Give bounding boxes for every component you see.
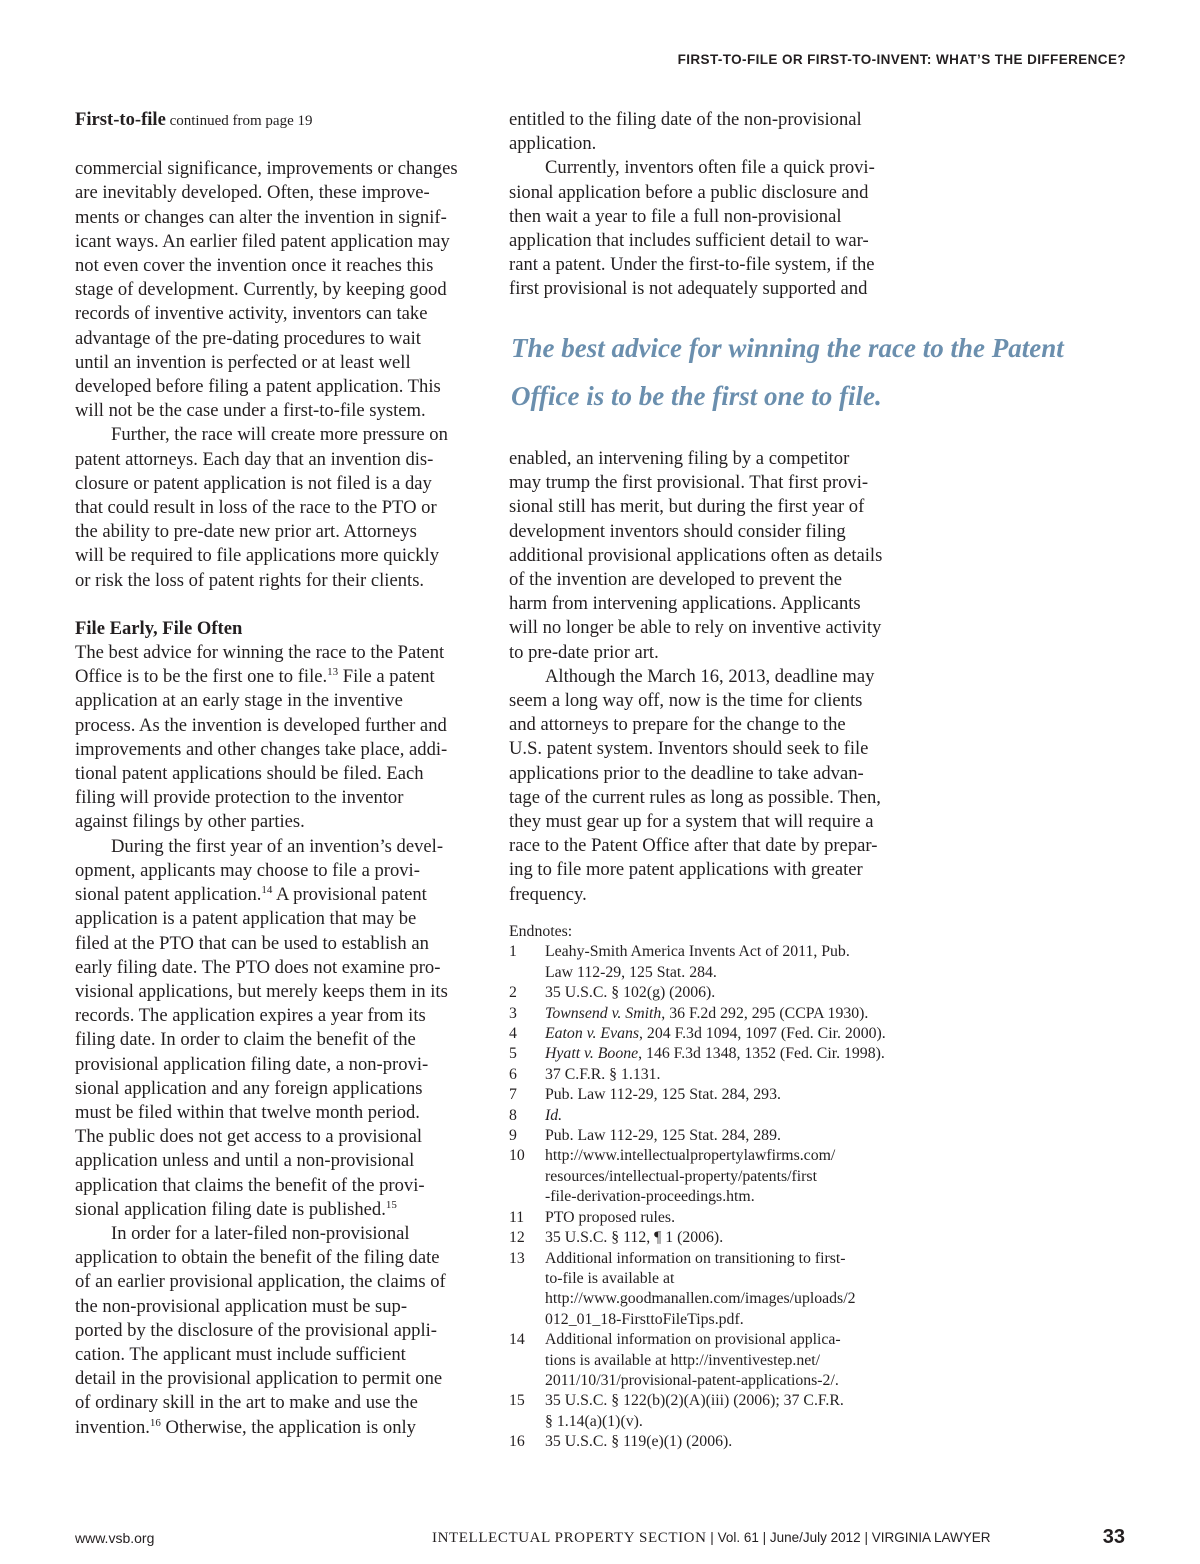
- endnote-item: [509, 1249, 929, 1331]
- endnote-text: Id.: [545, 1106, 563, 1124]
- footnote-ref: 13: [327, 666, 339, 679]
- endnote-text: 37 C.F.R. § 1.131.: [545, 1065, 661, 1083]
- text-line: enabled, an intervening filing by a competitor: [509, 448, 850, 469]
- text-line: icant ways. An earlier filed patent application may: [75, 230, 450, 252]
- endnote-item: [509, 983, 929, 1003]
- text-line: U.S. patent system. Inventors should seek to file: [509, 738, 869, 760]
- text-line: the non-provisional application must be sup-: [75, 1295, 408, 1317]
- pull-quote: [511, 324, 1131, 420]
- endnote-number: 15: [509, 1392, 525, 1410]
- text-line: Office is to be the first one to file.$^{13}$ File a patent: [75, 666, 435, 688]
- paragraph: [75, 423, 473, 592]
- paragraph: [75, 689, 473, 834]
- text-line: Further, the race will create more pressure on: [111, 424, 448, 446]
- text-line: of ordinary skill in the art to make and use the: [75, 1392, 418, 1414]
- text-line: The best advice for winning the race to the Patent: [75, 642, 445, 664]
- endnote-text: 35 U.S.C. § 122(b)(2)(A)(iii) (2006); 37 C.F.R. § 1.14(a)(1)(v).: [545, 1392, 844, 1430]
- endnote-number: 5: [509, 1045, 517, 1063]
- text-line: will be required to file applications more quickly: [75, 545, 440, 567]
- endnote-text: 35 U.S.C. § 119(e)(1) (2006).: [545, 1433, 733, 1451]
- text-line: then wait a year to file a full non-provisional: [509, 205, 842, 227]
- endnote-number: 11: [509, 1208, 525, 1226]
- text-line: of the invention are developed to prevent the: [509, 569, 843, 591]
- text-line: developed before filing a patent application. This: [75, 376, 441, 398]
- footnote-ref: 14: [261, 883, 273, 896]
- endnote-item: [509, 1044, 929, 1064]
- text-line: The best advice for winning the race to the Patent: [511, 333, 1064, 363]
- footer-publication: INTELLECTUAL PROPERTY SECTION | Vol. 61 | June/July 2012 | VIRGINIA LAWYER: [432, 1530, 991, 1546]
- text-line: they must gear up for a system that will require a: [509, 811, 874, 833]
- text-line: race to the Patent Office after that date by prepar-: [509, 835, 878, 857]
- text-line: sional application before a public disclosure and: [509, 181, 869, 203]
- endnote-text: Hyatt v. Boone, 146 F.3d 1348, 1352 (Fed. Cir. 1998).: [545, 1045, 885, 1063]
- text-line: detail in the provisional application to permit one: [75, 1368, 443, 1390]
- text-line: process. As the invention is developed further and: [75, 714, 447, 736]
- text-line: records. The application expires a year from its: [75, 1005, 426, 1027]
- text-line: filing will provide protection to the inventor: [75, 787, 404, 809]
- footer-volume: Vol. 61: [717, 1530, 759, 1545]
- text-line: application.: [509, 133, 597, 155]
- endnote-number: 3: [509, 1004, 517, 1022]
- text-line: entitled to the filing date of the non-provisional: [509, 109, 862, 130]
- text-line: ing to file more patent applications with greater: [509, 859, 863, 881]
- text-line: In order for a later-filed non-provisional: [111, 1222, 410, 1244]
- endnote-number: 2: [509, 984, 517, 1002]
- text-line: applications prior to the deadline to take advan-: [509, 762, 864, 784]
- endnote-text: Additional information on transitioning to first- to-file is available at http://www.goodmanallen.com/images/uploads/2 012_01_18-FirsttoFileTips.pdf.: [545, 1249, 856, 1328]
- endnotes-heading: Endnotes:: [509, 923, 573, 940]
- text-line: commercial significance, improvements or changes: [75, 158, 458, 180]
- footer-date: June/July 2012: [769, 1530, 861, 1545]
- endnote-item: [509, 1106, 929, 1126]
- section-subhead: File Early, File Often: [75, 617, 243, 639]
- footnote-ref: 15: [385, 1198, 397, 1211]
- text-line: will not be the case under a first-to-file system.: [75, 400, 426, 422]
- text-line: against filings by other parties.: [75, 811, 305, 833]
- endnotes: [509, 922, 929, 1453]
- endnote-text: Eaton v. Evans, 204 F.3d 1094, 1097 (Fed. Cir. 2000).: [545, 1025, 886, 1043]
- endnote-number: 13: [509, 1249, 525, 1267]
- endnote-number: 12: [509, 1229, 525, 1247]
- endnote-text: Leahy-Smith America Invents Act of 2011, Pub. Law 112-29, 125 Stat. 284.: [545, 943, 850, 981]
- endnote-text: Pub. Law 112-29, 125 Stat. 284, 293.: [545, 1086, 781, 1104]
- running-head: FIRST-TO-FILE OR FIRST-TO-INVENT: WHAT’S THE DIFFERENCE?: [677, 52, 1126, 67]
- endnote-item: [509, 1330, 929, 1391]
- endnote-text: 35 U.S.C. § 102(g) (2006).: [545, 984, 716, 1002]
- text-line: Office is to be the first one to file.: [511, 381, 882, 411]
- text-line: advantage of the pre-dating procedures to wait: [75, 327, 421, 349]
- paragraph: [509, 156, 909, 301]
- paragraph: [75, 1222, 473, 1416]
- text-line: application to obtain the benefit of the filing date: [75, 1247, 440, 1269]
- page-footer: [0, 1526, 1200, 1554]
- text-line: will no longer be able to rely on inventive activity: [509, 617, 882, 639]
- endnote-item: [509, 1391, 929, 1432]
- text-line: rant a patent. Under the first-to-file system, if the: [509, 254, 875, 276]
- endnote-number: 16: [509, 1433, 525, 1451]
- text-line: filed at the PTO that can be used to establish an: [75, 932, 429, 954]
- text-line: must be filed within that twelve month period.: [75, 1101, 420, 1123]
- endnote-item: [509, 942, 929, 983]
- footer-magazine: VIRGINIA LAWYER: [871, 1530, 991, 1545]
- text-line: that could result in loss of the race to the PTO or: [75, 497, 437, 519]
- endnote-number: 1: [509, 943, 517, 961]
- text-line: records of inventive activity, inventors can take: [75, 303, 428, 325]
- text-line: harm from intervening applications. Applicants: [509, 593, 861, 615]
- text-line: cation. The applicant must include sufficient: [75, 1343, 406, 1365]
- text-line: application that includes sufficient detail to war-: [509, 230, 869, 252]
- text-line: sional patent application.$^{14}$ A provisional patent: [75, 883, 427, 906]
- text-line: During the first year of an invention’s devel-: [111, 835, 444, 857]
- endnote-item: [509, 1432, 929, 1452]
- text-line: seem a long way off, now is the time for clients: [509, 690, 863, 712]
- text-line: to pre-date prior art.: [509, 641, 659, 663]
- endnote-item: [509, 1208, 929, 1228]
- text-line: sional application filing date is published.$^{15}$: [75, 1198, 397, 1220]
- text-line: or risk the loss of patent rights for their clients.: [75, 569, 425, 591]
- text-line: provisional application filing date, a non-provi-: [75, 1053, 429, 1075]
- text-line: opment, applicants may choose to file a provi-: [75, 859, 420, 881]
- text-line: Although the March 16, 2013, deadline may: [545, 665, 875, 687]
- endnote-item: [509, 1085, 929, 1105]
- endnote-text: Pub. Law 112-29, 125 Stat. 284, 289.: [545, 1127, 781, 1145]
- endnote-number: 8: [509, 1106, 517, 1124]
- endnote-list: [509, 942, 929, 1452]
- endnote-item: [509, 1146, 929, 1207]
- text-line: additional provisional applications often as details: [509, 544, 883, 566]
- text-line: application that claims the benefit of the provi-: [75, 1174, 425, 1196]
- footer-section: INTELLECTUAL PROPERTY SECTION: [432, 1530, 707, 1546]
- page-number: 33: [1102, 1526, 1125, 1548]
- endnote-text: Townsend v. Smith, 36 F.2d 292, 295 (CCPA 1930).: [545, 1004, 869, 1022]
- endnote-text: Additional information on provisional applica- tions is available at http://inventivestep.net/ 2011/10/31/provisional-patent-applications-2/.: [545, 1331, 841, 1389]
- text-line: the ability to pre-date new prior art. Attorneys: [75, 521, 417, 543]
- text-line: ments or changes can alter the invention in signif-: [75, 206, 447, 228]
- text-line: invention.$^{16}$ Otherwise, the application is only: [75, 1416, 416, 1438]
- continued-note: [75, 108, 473, 133]
- text-line: ported by the disclosure of the provisional appli-: [75, 1319, 437, 1341]
- text-line: stage of development. Currently, by keeping good: [75, 279, 447, 301]
- endnote-number: 6: [509, 1065, 517, 1083]
- text-line: frequency.: [509, 883, 587, 905]
- text-line: Currently, inventors often file a quick provi-: [545, 157, 875, 179]
- text-line: early filing date. The PTO does not examine pro-: [75, 956, 441, 978]
- text-line: until an invention is perfected or at least well: [75, 351, 411, 373]
- endnote-number: 4: [509, 1025, 517, 1043]
- text-line: sional still has merit, but during the first year of: [509, 496, 865, 518]
- text-line: tage of the current rules as long as possible. Then,: [509, 786, 881, 808]
- endnote-number: 14: [509, 1331, 525, 1349]
- text-line: are inevitably developed. Often, these improve-: [75, 182, 430, 204]
- endnote-text: 35 U.S.C. § 112, ¶ 1 (2006).: [545, 1229, 724, 1247]
- text-line: may trump the first provisional. That first provi-: [509, 472, 869, 494]
- endnote-number: 10: [509, 1147, 525, 1165]
- text-line: first provisional is not adequately supported and: [509, 278, 868, 300]
- right-column-top: [509, 108, 909, 302]
- paragraph: [509, 108, 909, 156]
- endnote-number: 7: [509, 1086, 517, 1104]
- endnote-item: [509, 1228, 929, 1248]
- text-line: sional application and any foreign applications: [75, 1077, 423, 1099]
- text-line: development inventors should consider filing: [509, 520, 846, 542]
- footer-url[interactable]: www.vsb.org: [75, 1530, 155, 1546]
- text-line: The public does not get access to a provisional: [75, 1126, 422, 1148]
- paragraph: [75, 835, 473, 883]
- paragraph: [509, 447, 909, 665]
- text-line: application is a patent application that may be: [75, 908, 417, 930]
- endnote-text: http://www.intellectualpropertylawfirms.com/ resources/intellectual-property/patents/first -file-derivation-proceedings.htm.: [545, 1147, 836, 1206]
- text-line: not even cover the invention once it reaches this: [75, 255, 434, 277]
- text-line: improvements and other changes take place, addi-: [75, 738, 448, 760]
- paragraph: [75, 157, 473, 423]
- paragraph: [509, 665, 909, 907]
- text-line: closure or patent application is not filed is a day: [75, 472, 432, 494]
- text-line: filing date. In order to claim the benefit of the: [75, 1029, 416, 1051]
- left-column: [75, 108, 473, 1440]
- text-line: patent attorneys. Each day that an invention dis-: [75, 448, 434, 470]
- endnote-number: 9: [509, 1127, 517, 1145]
- right-column-bottom: [509, 447, 909, 907]
- continued-rest: continued from page 19: [165, 113, 313, 129]
- text-line: application at an early stage in the inventive: [75, 690, 403, 712]
- endnote-item: [509, 1065, 929, 1085]
- endnote-item: [509, 1024, 929, 1044]
- paragraph: [75, 907, 473, 1197]
- endnote-item: [509, 1004, 929, 1024]
- text-line: visional applications, but merely keeps them in its: [75, 980, 448, 1002]
- endnote-text: PTO proposed rules.: [545, 1208, 676, 1226]
- continued-label: First-to-file: [75, 109, 166, 130]
- footnote-ref: 16: [149, 1416, 161, 1429]
- endnote-item: [509, 1126, 929, 1146]
- text-line: and attorneys to prepare for the change to the: [509, 714, 846, 736]
- text-line: application unless and until a non-provisional: [75, 1150, 415, 1172]
- text-line: of an earlier provisional application, the claims of: [75, 1271, 446, 1293]
- text-line: tional patent applications should be filed. Each: [75, 763, 424, 785]
